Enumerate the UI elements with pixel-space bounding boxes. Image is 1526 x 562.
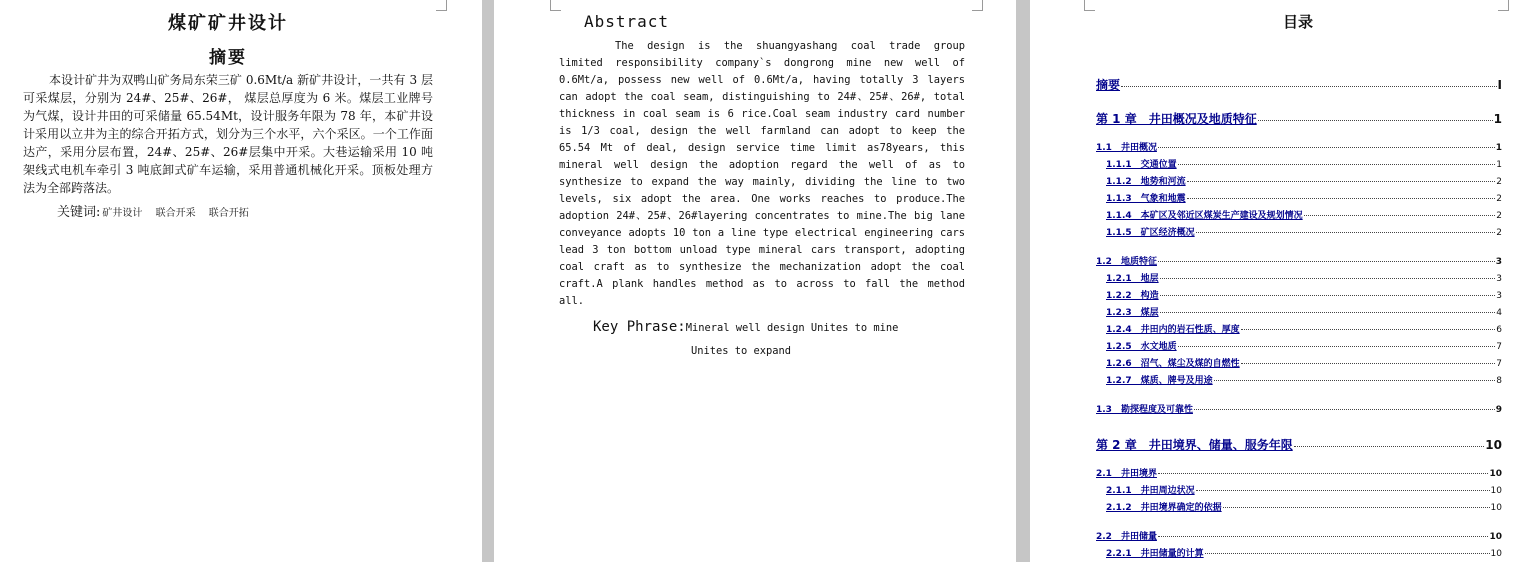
abstract-heading: 摘要 [209, 48, 247, 68]
toc-page-number: 10 [1489, 532, 1502, 542]
abstract-body: The design is the shuangyashang coal trade group limited responsibility company`s dongrong mine new well of 0.6Mt/a, possess new well of 0.6Mt/a, having totally 3 layers can adopt the coal seam, distinguishing to 24#、25#、26#, total thickness in coal seam is 6 rice.Coal seam industry card number is 1/3 coal, design the well farmland can adopt to keep the 65.54 Mt of deal, design service time limit as78years, this mineral well design the adoption regard the well of as to synthesize to expand the way mainly, dividing the line to two levels, six adopt the area. One works reaches to produce.The adoption 24#、25#、26#layering concentrates to mine.The big lane conveyance adopts 10 ton a line type electrical engineering cars lead 3 ton bottom unload type mineral cars transport, adopting coal craft as to synthesize the mechanization adopt the coal craft.A plank handles method as to across to fall the method all. [559, 40, 965, 307]
toc-leader-dots [1304, 215, 1496, 216]
toc-entry[interactable] [1106, 339, 1502, 352]
toc-entry-link[interactable]: 第 1 章 井田概况及地质特征 [1096, 112, 1257, 126]
toc-entry-link[interactable]: 2.2 井田储量 [1096, 532, 1157, 542]
toc-leader-dots [1241, 329, 1496, 330]
keywords-line [593, 319, 898, 335]
toc-entry[interactable] [1106, 305, 1502, 318]
toc-entry-link[interactable]: 1.1.4 本矿区及邻近区煤炭生产建设及规划情况 [1106, 211, 1303, 221]
page-chinese-abstract [0, 0, 482, 562]
toc-leader-dots [1196, 490, 1490, 491]
toc-entry[interactable] [1106, 546, 1502, 559]
margin-corner-mark [1498, 0, 1509, 11]
toc-leader-dots [1160, 312, 1496, 313]
toc-entry-link[interactable]: 1.2.5 水文地质 [1106, 342, 1177, 352]
toc-entry[interactable] [1096, 140, 1502, 153]
toc-entry[interactable] [1096, 110, 1502, 127]
margin-corner-mark [550, 0, 561, 11]
toc-page-number: I [1497, 78, 1502, 92]
toc-page-number: 3 [1496, 274, 1502, 284]
toc-leader-dots [1258, 120, 1493, 121]
toc-entry[interactable] [1106, 288, 1502, 301]
abstract-body: 本设计矿井为双鸭山矿务局东荣三矿 0.6Mt/a 新矿井设计，一共有 3 层可采煤层，分别为 24#、25#、26#， 煤层总厚度为 6 米。煤层工业牌号为气煤，设计井田的可采储量 65.54Mt，设计服务年限为 78 年，本矿井设计采用以立井为主的综合开拓方式，划分为三个水平，六个采区。一个工作面达产，采用分层布置，24#、25#、26#层集中开采。大巷运输采用 10 吨架线式电机车牵引 3 吨底卸式矿车运输，采用普通机械化开采。顶板处理方法为全部跨落法。 [23, 73, 433, 195]
toc-page-number: 10 [1490, 503, 1502, 513]
keywords-line [57, 201, 249, 220]
toc-entry-link[interactable]: 1.2.1 地层 [1106, 274, 1159, 284]
toc-title: 目录 [1282, 13, 1313, 31]
toc-entry-link[interactable]: 第 2 章 井田境界、储量、服务年限 [1096, 438, 1293, 452]
toc-entry[interactable] [1106, 356, 1502, 369]
toc-leader-dots [1158, 536, 1489, 537]
toc-leader-dots [1205, 553, 1490, 554]
document-title: 煤矿矿井设计 [168, 13, 288, 34]
toc-entry[interactable] [1106, 191, 1502, 204]
toc-entry-link[interactable]: 2.2.1 井田储量的计算 [1106, 549, 1204, 559]
toc-entry[interactable] [1096, 76, 1502, 93]
toc-entry[interactable] [1106, 208, 1502, 221]
toc-entry-link[interactable]: 1.2.6 沼气、煤尘及煤的自燃性 [1106, 359, 1240, 369]
toc-entry-link[interactable]: 1.1.2 地势和河流 [1106, 177, 1186, 187]
keywords-label: Key Phrase: [593, 319, 686, 335]
toc-entry-link[interactable]: 1.3 勘探程度及可靠性 [1096, 405, 1193, 415]
toc-leader-dots [1214, 380, 1496, 381]
toc-entry-link[interactable]: 2.1.2 井田境界确定的依据 [1106, 503, 1222, 513]
toc-leader-dots [1194, 409, 1495, 410]
toc-entry[interactable] [1096, 402, 1502, 415]
toc-leader-dots [1187, 198, 1496, 199]
toc-entry-link[interactable]: 1.1 井田概况 [1096, 143, 1157, 153]
toc-page-number: 10 [1490, 549, 1502, 559]
toc-entry[interactable] [1106, 157, 1502, 170]
toc-leader-dots [1178, 164, 1496, 165]
toc-page-number: 7 [1496, 359, 1502, 369]
toc-entry-link[interactable]: 1.1.3 气象和地震 [1106, 194, 1186, 204]
toc-page-number: 2 [1496, 211, 1502, 221]
toc-page-number: 1 [1496, 160, 1502, 170]
toc-page-number: 1 [1493, 112, 1502, 126]
toc-page-number: 10 [1490, 486, 1502, 496]
keywords-text: Mineral well design Unites to mine [685, 322, 899, 334]
toc-entry[interactable] [1106, 373, 1502, 386]
toc-entry[interactable] [1096, 254, 1502, 267]
margin-corner-mark [972, 0, 983, 11]
toc-entry[interactable] [1096, 466, 1502, 479]
toc-entry-link[interactable]: 1.2.7 煤质、牌号及用途 [1106, 376, 1213, 386]
toc-page-number: 8 [1496, 376, 1502, 386]
toc-leader-dots [1160, 295, 1496, 296]
toc-entry[interactable] [1106, 225, 1502, 238]
toc-page-number: 10 [1489, 469, 1502, 479]
toc-page-number: 10 [1485, 438, 1502, 452]
toc-entry[interactable] [1096, 436, 1502, 453]
toc-leader-dots [1294, 446, 1485, 447]
toc-entry-link[interactable]: 1.2.2 构造 [1106, 291, 1159, 301]
toc-leader-dots [1196, 232, 1496, 233]
toc-page-number: 6 [1496, 325, 1502, 335]
toc-entry-link[interactable]: 1.2.3 煤层 [1106, 308, 1159, 318]
toc-page-number: 3 [1495, 257, 1502, 267]
margin-corner-mark [1084, 0, 1095, 11]
abstract-heading: Abstract [584, 12, 670, 31]
toc-entry[interactable] [1106, 322, 1502, 335]
toc-leader-dots [1160, 278, 1496, 279]
toc-entry-link[interactable]: 1.2.4 井田内的岩石性质、厚度 [1106, 325, 1240, 335]
toc-entry[interactable] [1106, 271, 1502, 284]
toc-page-number: 3 [1496, 291, 1502, 301]
toc-page-number: 2 [1496, 194, 1502, 204]
keywords-text-continued: Unites to expand [690, 345, 792, 357]
toc-leader-dots [1178, 346, 1496, 347]
toc-leader-dots [1158, 261, 1495, 262]
toc-entry[interactable] [1106, 483, 1502, 496]
keywords-label: 关键词: [57, 205, 101, 220]
toc-page-number: 2 [1496, 228, 1502, 238]
toc-page-number: 7 [1496, 342, 1502, 352]
toc-leader-dots [1121, 86, 1497, 87]
toc-leader-dots [1158, 147, 1495, 148]
toc-entry-link[interactable]: 1.2 地质特征 [1096, 257, 1157, 267]
page-table-of-contents [1030, 0, 1526, 562]
toc-page-number: 4 [1496, 308, 1502, 318]
toc-leader-dots [1223, 507, 1490, 508]
toc-page-number: 9 [1495, 405, 1502, 415]
toc-leader-dots [1241, 363, 1496, 364]
toc-entry-link[interactable]: 1.1.1 交通位置 [1106, 160, 1177, 170]
toc-page-number: 1 [1495, 143, 1502, 153]
page-english-abstract [494, 0, 1016, 562]
toc-page-number: 2 [1496, 177, 1502, 187]
toc-entry[interactable] [1106, 174, 1502, 187]
toc-entry[interactable] [1106, 500, 1502, 513]
toc-entry-link[interactable]: 2.1 井田境界 [1096, 469, 1157, 479]
toc-entry[interactable] [1096, 529, 1502, 542]
toc-leader-dots [1158, 473, 1489, 474]
toc-leader-dots [1187, 181, 1496, 182]
toc-entry-link[interactable]: 摘要 [1096, 78, 1121, 92]
toc-entry-link[interactable]: 1.1.5 矿区经济概况 [1106, 228, 1195, 238]
keywords-text: 矿井设计 联合开采 联合开拓 [102, 208, 249, 219]
toc-entry-link[interactable]: 2.1.1 井田周边状况 [1106, 486, 1195, 496]
